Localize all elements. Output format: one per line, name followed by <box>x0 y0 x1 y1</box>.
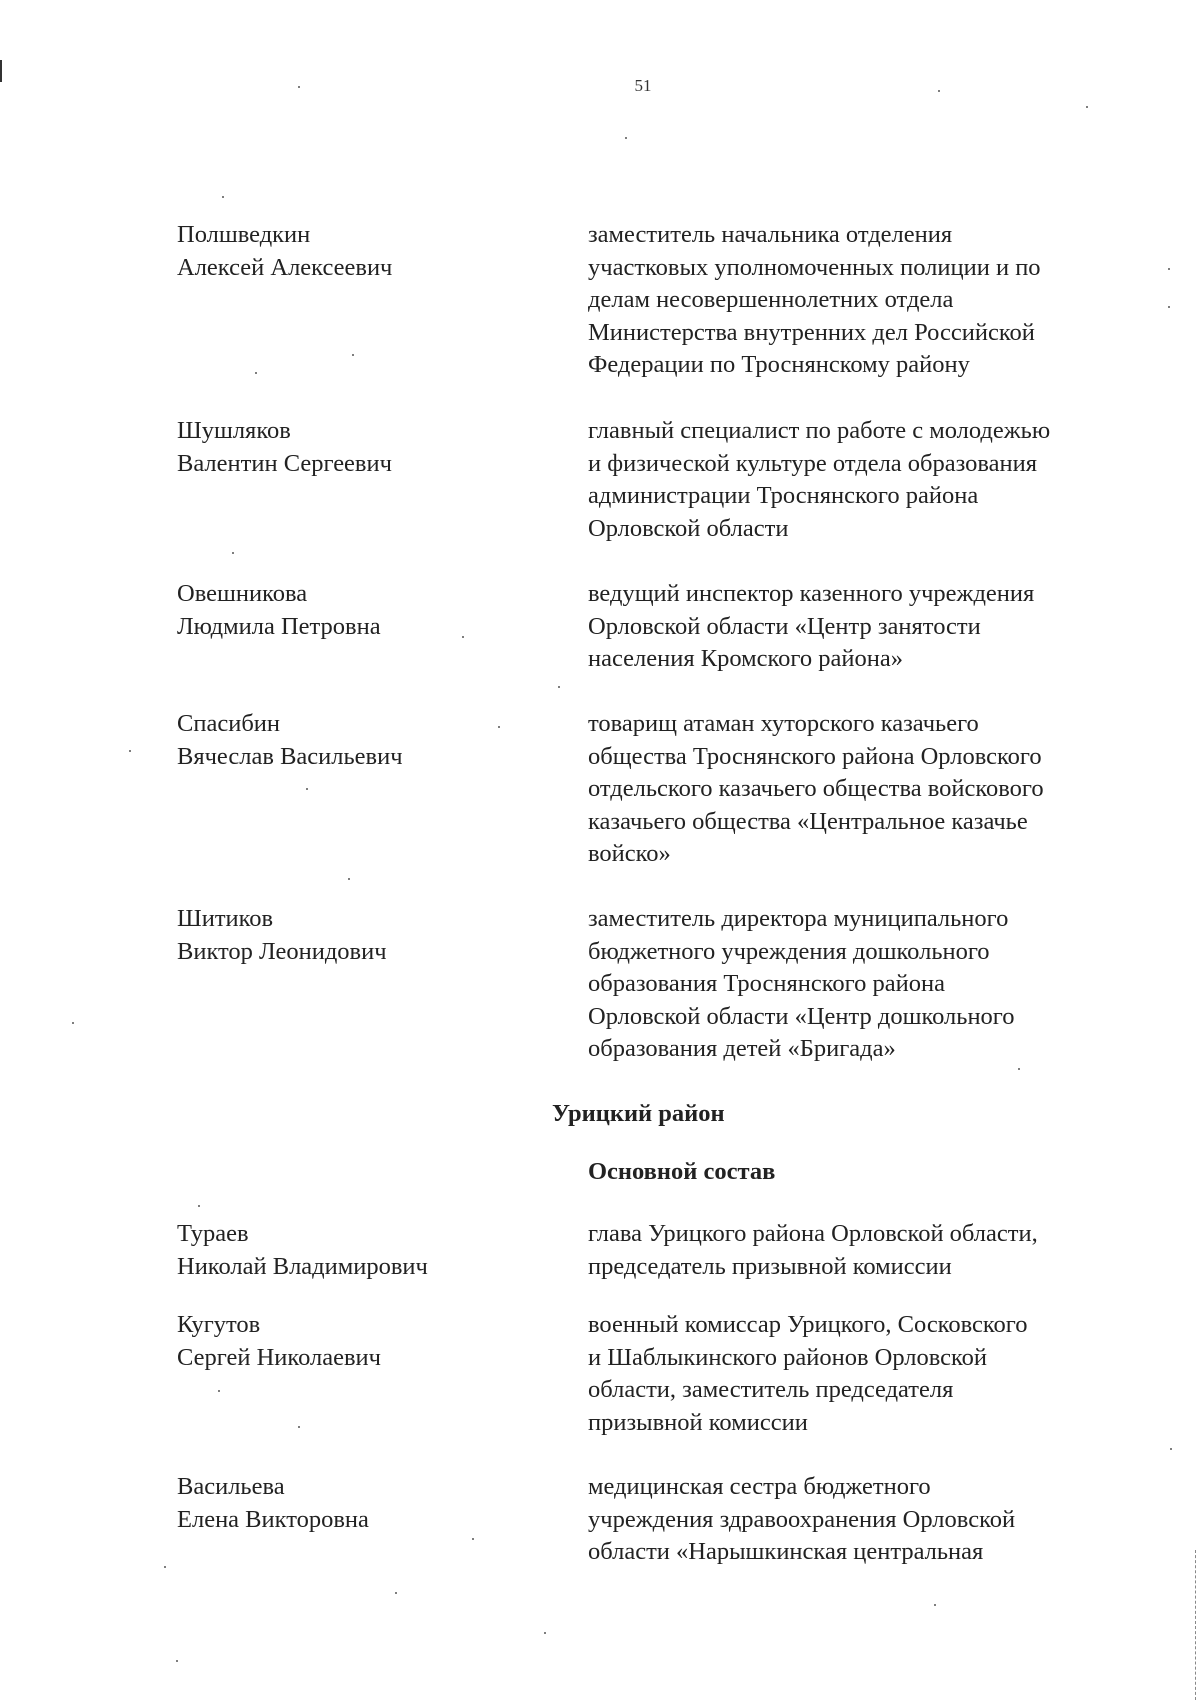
description-line: заместитель директора муниципального <box>588 905 1009 932</box>
scan-speck <box>558 686 560 688</box>
description-line: населения Кромского района» <box>588 645 903 672</box>
position-description <box>588 1218 1188 1283</box>
scan-speck <box>1086 106 1088 108</box>
description-line: Министерства внутренних дел Российской <box>588 318 1035 346</box>
given-names: Сергей Николаевич <box>177 1343 381 1371</box>
scan-speck <box>255 372 257 374</box>
description-line: призывной комиссии <box>588 1408 808 1436</box>
description-line: медицинская сестра бюджетного <box>588 1473 931 1500</box>
position-description <box>588 578 1188 676</box>
surname: Тураев <box>177 1220 249 1247</box>
scan-right-edge <box>1194 1550 1196 1700</box>
person-name <box>177 903 557 968</box>
scan-speck <box>1018 1068 1020 1070</box>
given-names: Елена Викторовна <box>177 1505 369 1533</box>
description-line: образования детей «Бригада» <box>588 1035 896 1062</box>
surname: Кугутов <box>177 1311 261 1338</box>
description-line: войско» <box>588 840 671 867</box>
scan-speck <box>395 1592 397 1594</box>
description-line: Орловской области <box>588 514 789 542</box>
description-line: образования Троснянского района <box>588 970 945 997</box>
scan-speck <box>198 1205 200 1207</box>
scan-speck <box>218 1390 220 1392</box>
scan-speck <box>176 1660 178 1662</box>
description-line: и физической культуре отдела образования <box>588 449 1038 477</box>
given-names: Алексей Алексеевич <box>177 253 393 281</box>
scan-speck <box>348 878 350 880</box>
surname: Спасибин <box>177 710 281 737</box>
position-description <box>588 415 1188 545</box>
description-line: военный комиссар Урицкого, Сосковского <box>588 1311 1028 1338</box>
surname: Васильева <box>177 1473 285 1500</box>
description-line: глава Урицкого района Орловской области, <box>588 1220 1038 1247</box>
description-line: главный специалист по работе с молодежью <box>588 417 1051 444</box>
description-line: делам несовершеннолетних отдела <box>588 286 954 313</box>
given-names: Вячеслав Васильевич <box>177 742 403 770</box>
scan-speck <box>129 750 131 752</box>
position-description <box>588 1471 1188 1569</box>
description-line: казачьего общества «Центральное казачье <box>588 807 1028 835</box>
description-line: администрации Троснянского района <box>588 482 979 509</box>
scan-speck <box>462 636 464 638</box>
surname: Шитиков <box>177 905 274 932</box>
person-name <box>177 415 557 480</box>
description-line: товарищ атаман хуторского казачьего <box>588 710 979 737</box>
scan-speck <box>72 1022 74 1024</box>
description-line: Орловской области «Центр дошкольного <box>588 1002 1015 1030</box>
surname: Шушляков <box>177 417 291 444</box>
scan-speck <box>934 1604 936 1606</box>
scan-speck <box>164 1566 166 1568</box>
description-line: ведущий инспектор казенного учреждения <box>588 580 1035 607</box>
surname: Полшведкин <box>177 221 311 248</box>
position-description <box>588 1309 1188 1439</box>
scan-speck <box>938 90 940 92</box>
scan-speck <box>352 354 354 356</box>
description-line: заместитель начальника отделения <box>588 221 953 248</box>
scan-speck <box>625 137 627 139</box>
description-line: бюджетного учреждения дошкольного <box>588 937 990 965</box>
surname: Овешникова <box>177 580 308 607</box>
scan-speck <box>298 86 300 88</box>
given-names: Виктор Леонидович <box>177 937 387 965</box>
scan-speck <box>232 552 234 554</box>
person-name <box>177 578 557 643</box>
composition-heading: Основной состав <box>588 1158 776 1185</box>
page-number: 51 <box>634 76 652 95</box>
description-line: Федерации по Троснянскому району <box>588 351 970 378</box>
district-heading: Урицкий район <box>552 1100 725 1127</box>
position-description <box>588 219 1188 382</box>
person-name <box>177 219 557 284</box>
scan-speck <box>222 196 224 198</box>
person-name <box>177 1218 557 1283</box>
given-names: Людмила Петровна <box>177 612 381 640</box>
description-line: области, заместитель председателя <box>588 1376 954 1403</box>
description-line: председатель призывной комиссии <box>588 1252 952 1280</box>
description-line: и Шаблыкинского районов Орловской <box>588 1343 988 1371</box>
person-name <box>177 1471 557 1536</box>
scan-speck <box>498 726 500 728</box>
scan-speck <box>1168 306 1170 308</box>
description-line: участковых уполномоченных полиции и по <box>588 253 1041 281</box>
description-line: отдельского казачьего общества войскового <box>588 775 1044 802</box>
scan-speck <box>472 1538 474 1540</box>
description-line: учреждения здравоохранения Орловской <box>588 1505 1016 1533</box>
description-line: Орловской области «Центр занятости <box>588 612 981 640</box>
scan-speck <box>306 788 308 790</box>
given-names: Николай Владимирович <box>177 1252 428 1280</box>
position-description <box>588 708 1188 871</box>
scan-speck <box>1170 1448 1172 1450</box>
scan-speck <box>298 1426 300 1428</box>
description-line: общества Троснянского района Орловского <box>588 742 1042 770</box>
description-line: области «Нарышкинская центральная <box>588 1538 984 1565</box>
scan-speck <box>1168 268 1170 270</box>
person-name <box>177 708 557 773</box>
scan-speck <box>544 1632 546 1634</box>
position-description <box>588 903 1188 1066</box>
person-name <box>177 1309 557 1374</box>
given-names: Валентин Сергеевич <box>177 449 392 477</box>
